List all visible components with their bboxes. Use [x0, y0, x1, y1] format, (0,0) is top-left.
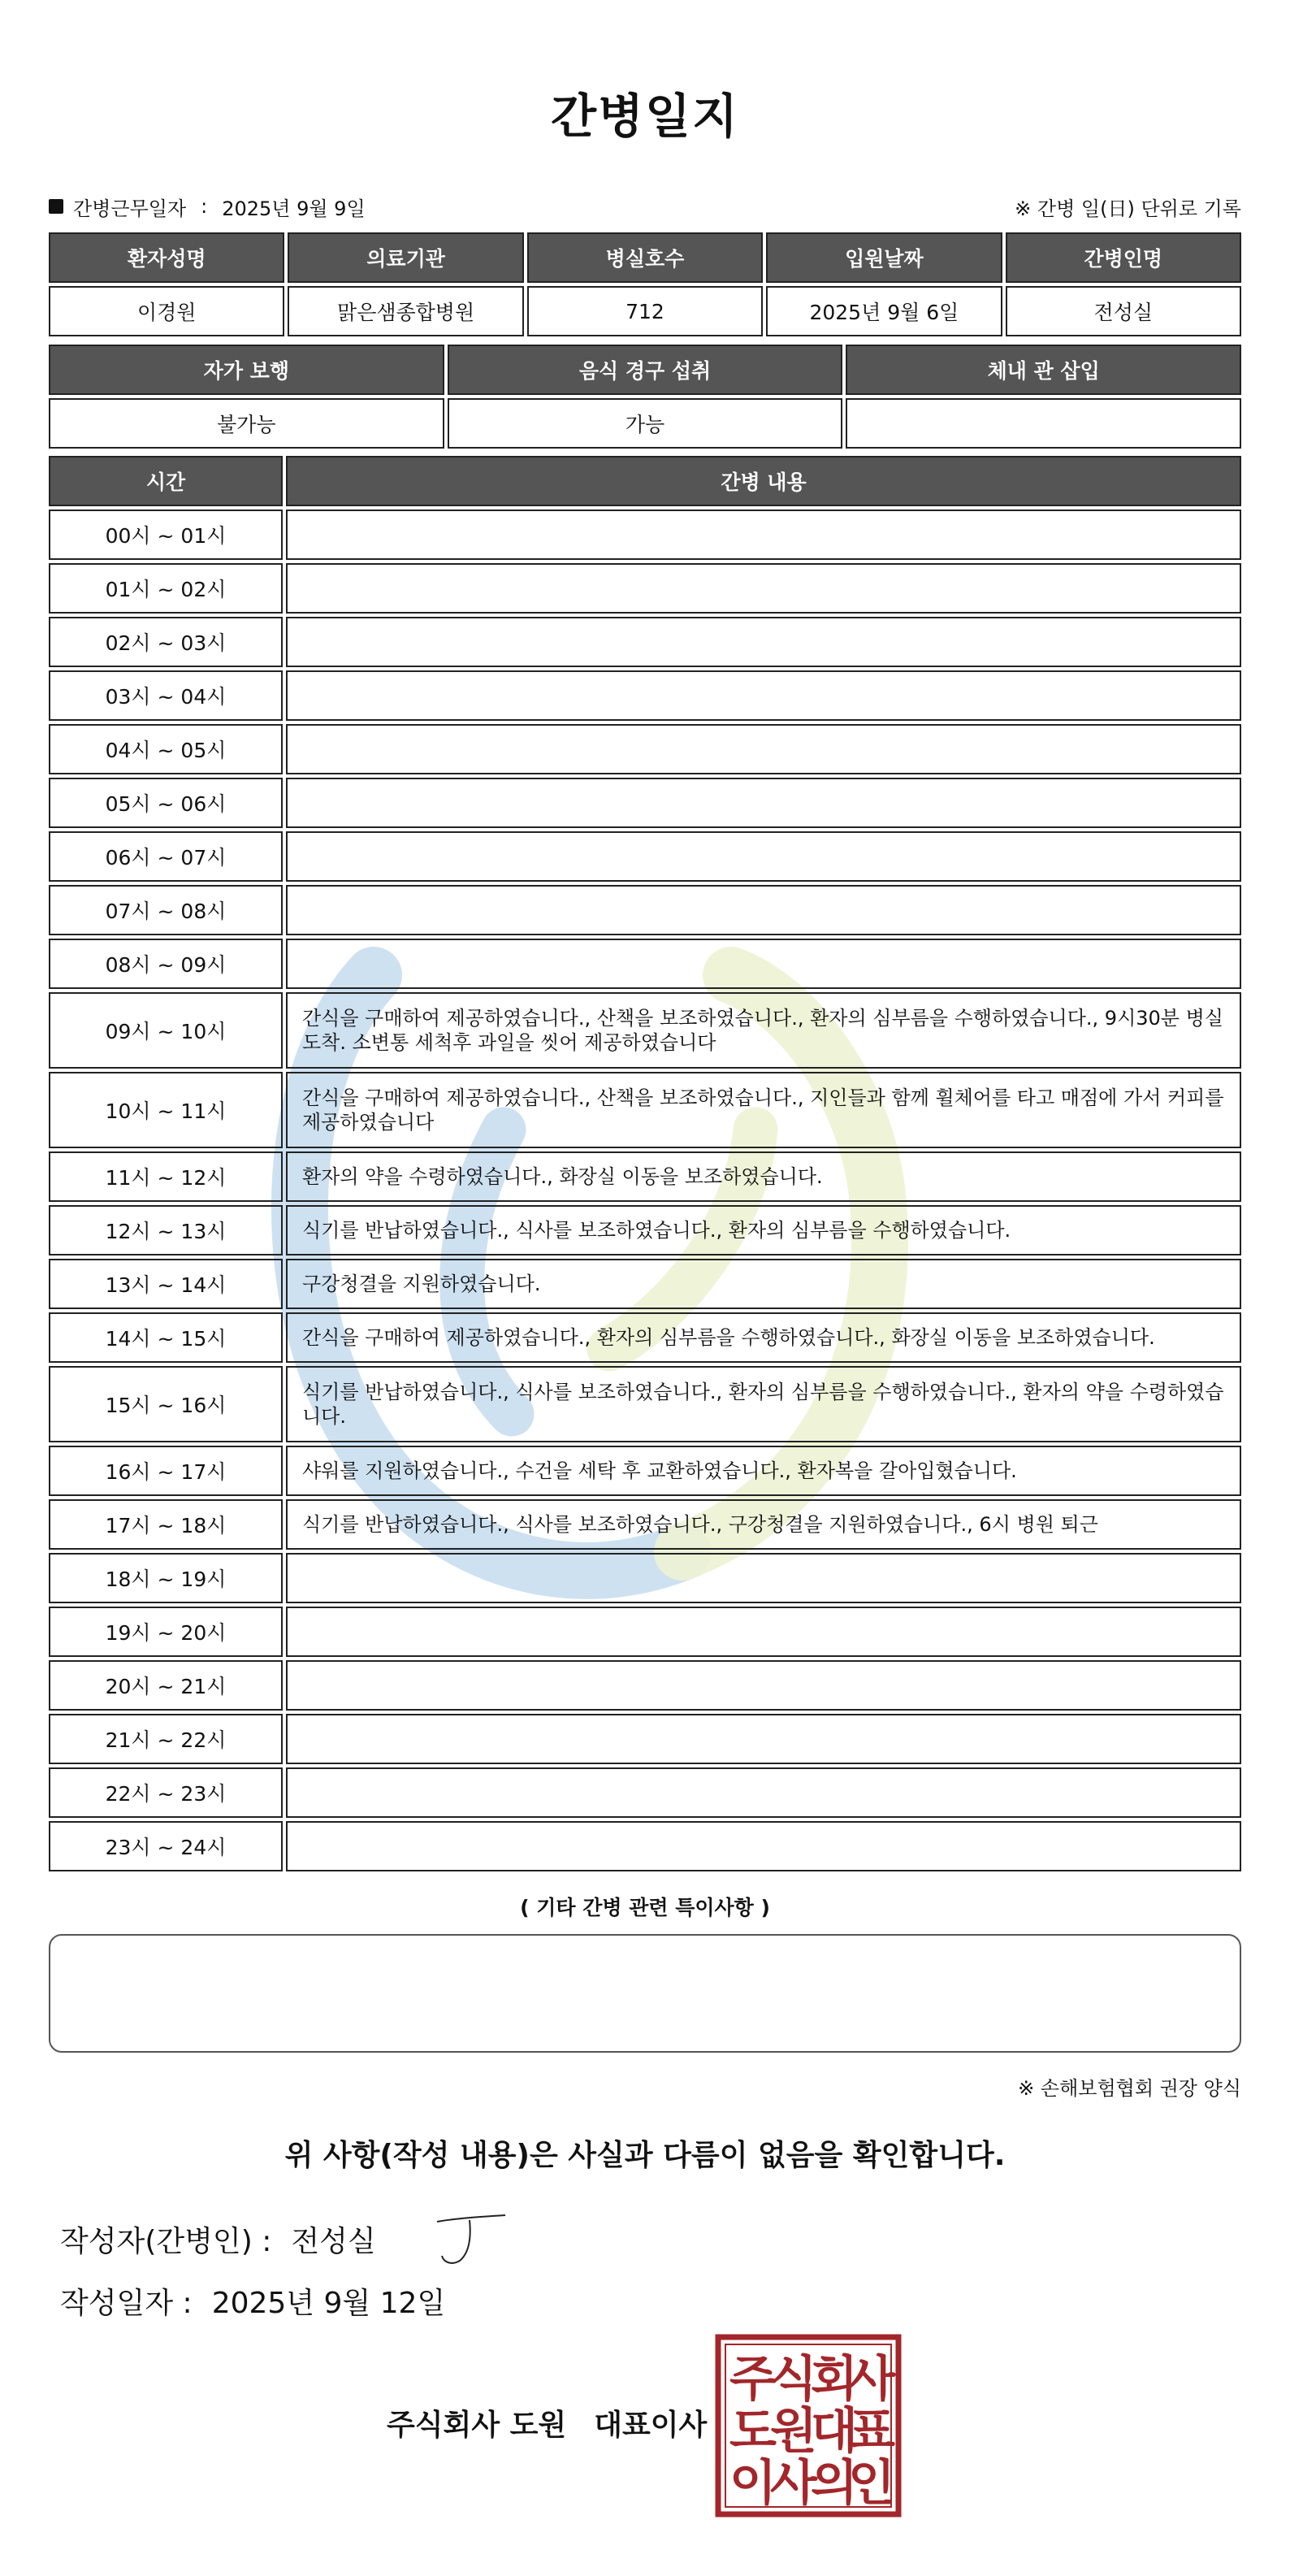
care-log-row [49, 563, 1241, 614]
care-log-row [49, 1446, 1241, 1496]
care-log-time: 00시 ~ 01시 [49, 510, 283, 560]
care-log-content [286, 939, 1241, 989]
care-log-row [49, 670, 1241, 721]
care-log-time: 16시 ~ 17시 [49, 1446, 283, 1496]
company-seal-stamp [715, 2334, 902, 2517]
care-log-row [49, 885, 1241, 935]
care-log-row [49, 1205, 1241, 1255]
care-log-body [49, 510, 1241, 1871]
care-log-content [286, 1607, 1241, 1657]
work-date-value: 2025년 9월 9일 [222, 197, 366, 220]
work-date-label: 간병근무일자 [73, 197, 187, 220]
tube-insertion-value [846, 398, 1241, 449]
svg-text:대: 대 [811, 2403, 858, 2460]
care-log-time: 10시 ~ 11시 [49, 1072, 283, 1148]
care-log-content: 구강청결을 지원하였습니다. [286, 1259, 1241, 1309]
written-date-row [60, 2280, 445, 2322]
care-log-row [49, 1499, 1241, 1550]
care-log-content: 식기를 반납하였습니다., 식사를 보조하였습니다., 환자의 심부름을 수행하였습니다. [286, 1205, 1241, 1255]
svg-text:의: 의 [811, 2455, 858, 2512]
oral-intake-value: 가능 [448, 398, 843, 449]
care-log-time: 14시 ~ 15시 [49, 1312, 283, 1363]
confirmation-statement: 위 사항(작성 내용)은 사실과 다름이 없음을 확인합니다. [284, 2139, 1006, 2172]
room-number: 712 [527, 286, 763, 336]
care-log-row [49, 831, 1241, 882]
hospital-name: 맑은샘종합병원 [288, 286, 523, 336]
care-log-content: 샤워를 지원하였습니다., 수건을 세탁 후 교환하였습니다., 환자복을 갈아입혔습니다. [286, 1446, 1241, 1496]
svg-text:인: 인 [848, 2455, 895, 2512]
care-log-content: 식기를 반납하였습니다., 식사를 보조하였습니다., 구강청결을 지원하였습니다., 6시 병원 퇴근 [286, 1499, 1241, 1550]
care-log-time: 22시 ~ 23시 [49, 1767, 283, 1818]
care-log-time: 04시 ~ 05시 [49, 724, 283, 774]
svg-text:식: 식 [770, 2351, 817, 2408]
square-bullet-icon [49, 199, 63, 214]
patient-info-table [45, 229, 1245, 340]
svg-text:사: 사 [770, 2455, 817, 2512]
care-log-header-row [49, 456, 1241, 506]
care-log-row [49, 778, 1241, 828]
care-log-row [49, 1714, 1241, 1764]
care-log-time: 13시 ~ 14시 [49, 1259, 283, 1309]
work-date-separator: : [201, 195, 208, 218]
care-log-time: 06시 ~ 07시 [49, 831, 283, 882]
written-date-label: 작성일자 : [60, 2287, 193, 2320]
care-log-content [286, 670, 1241, 721]
care-log-row [49, 1072, 1241, 1148]
care-log-content [286, 563, 1241, 614]
header-patient-name: 환자성명 [49, 232, 284, 283]
care-log-time: 23시 ~ 24시 [49, 1821, 283, 1871]
written-date-value: 2025년 9월 12일 [211, 2287, 446, 2320]
care-log-time: 11시 ~ 12시 [49, 1151, 283, 1202]
header-room-number: 병실호수 [527, 232, 763, 283]
care-log-content [286, 778, 1241, 828]
svg-text:표: 표 [848, 2403, 895, 2460]
care-log-content [286, 1821, 1241, 1871]
svg-text:원: 원 [770, 2403, 817, 2460]
care-log-time: 03시 ~ 04시 [49, 670, 283, 721]
patient-info-header-row [49, 232, 1241, 283]
work-date [49, 193, 366, 221]
care-log-content [286, 617, 1241, 667]
care-log-content [286, 1714, 1241, 1764]
care-log-time: 09시 ~ 10시 [49, 992, 283, 1069]
care-log-time: 15시 ~ 16시 [49, 1366, 283, 1442]
care-log-content [286, 510, 1241, 560]
patient-status-value-row [49, 398, 1241, 449]
care-log-time: 07시 ~ 08시 [49, 885, 283, 935]
care-log-row [49, 1312, 1241, 1363]
svg-text:도: 도 [729, 2403, 777, 2460]
writer-row [60, 2218, 376, 2260]
care-log-row [49, 1553, 1241, 1603]
care-log-time: 21시 ~ 22시 [49, 1714, 283, 1764]
header-time: 시간 [49, 456, 283, 506]
header-hospital: 의료기관 [288, 232, 523, 283]
daily-record-note: ※ 간병 일(日) 단위로 기록 [1015, 197, 1241, 220]
care-log-time: 02시 ~ 03시 [49, 617, 283, 667]
svg-text:이: 이 [729, 2455, 777, 2512]
care-log-content [286, 1660, 1241, 1711]
care-log-row [49, 1821, 1241, 1871]
care-log-time: 08시 ~ 09시 [49, 939, 283, 989]
care-log-content [286, 885, 1241, 935]
care-log-row [49, 1259, 1241, 1309]
svg-text:회: 회 [811, 2351, 858, 2408]
header-tube-insertion: 체내 관 삽입 [846, 345, 1241, 395]
special-notes-box [49, 1934, 1241, 2053]
care-log-content: 간식을 구매하여 제공하였습니다., 산책을 보조하였습니다., 환자의 심부름을 수행하였습니다., 9시30분 병실 도착. 소변통 세척후 과일을 씻어 제공하였습니다 [286, 992, 1241, 1069]
self-walking-value: 불가능 [49, 398, 444, 449]
header-care-content: 간병 내용 [286, 456, 1241, 506]
care-log-time: 17시 ~ 18시 [49, 1499, 283, 1550]
care-log-row [49, 1660, 1241, 1711]
care-log-row [49, 1151, 1241, 1202]
meta-row [49, 192, 1241, 221]
care-log-row [49, 1366, 1241, 1442]
company-title: 대표이사 [594, 2409, 708, 2442]
care-log-row [49, 939, 1241, 989]
care-log-row [49, 992, 1241, 1069]
svg-text:사: 사 [848, 2351, 895, 2408]
care-log-content: 간식을 구매하여 제공하였습니다., 환자의 심부름을 수행하였습니다., 화장실 이동을 보조하였습니다. [286, 1312, 1241, 1363]
writer-name: 전성실 [291, 2225, 376, 2258]
care-log-time: 05시 ~ 06시 [49, 778, 283, 828]
notes-title: ( 기타 간병 관련 특이사항 ) [520, 1896, 770, 1919]
header-oral-intake: 음식 경구 섭취 [448, 345, 843, 395]
care-log-content: 환자의 약을 수령하였습니다., 화장실 이동을 보조하였습니다. [286, 1151, 1241, 1202]
patient-info-value-row [49, 286, 1241, 336]
admission-date: 2025년 9월 6일 [766, 286, 1002, 336]
header-caregiver-name: 간병인명 [1006, 232, 1241, 283]
patient-status-header-row [49, 345, 1241, 395]
care-log-time: 20시 ~ 21시 [49, 1660, 283, 1711]
care-log-time: 01시 ~ 02시 [49, 563, 283, 614]
care-log-time: 18시 ~ 19시 [49, 1553, 283, 1603]
care-log-row [49, 510, 1241, 560]
company-name: 주식회사 도원 [387, 2409, 567, 2442]
care-log-row [49, 724, 1241, 774]
care-log-content [286, 724, 1241, 774]
care-log-row [49, 1607, 1241, 1657]
care-log-content: 간식을 구매하여 제공하였습니다., 산책을 보조하였습니다., 지인들과 함께 휠체어를 타고 매점에 가서 커피를 제공하였습니다 [286, 1072, 1241, 1148]
care-log-content [286, 1767, 1241, 1818]
patient-name: 이경원 [49, 286, 284, 336]
svg-text:주: 주 [729, 2351, 777, 2408]
care-log-row [49, 1767, 1241, 1818]
care-log-content [286, 1553, 1241, 1603]
caregiver-name: 전성실 [1006, 286, 1241, 336]
care-log-content: 식기를 반납하였습니다., 식사를 보조하였습니다., 환자의 심부름을 수행하였습니다., 환자의 약을 수령하였습니다. [286, 1366, 1241, 1442]
care-log-time: 12시 ~ 13시 [49, 1205, 283, 1255]
header-admission-date: 입원날짜 [766, 232, 1002, 283]
handwritten-signature [431, 2212, 512, 2269]
patient-status-table [45, 341, 1245, 452]
recommended-form-note: ※ 손해보험협회 권장 양식 [1018, 2077, 1241, 2100]
header-self-walking: 자가 보행 [49, 345, 444, 395]
care-log-time: 19시 ~ 20시 [49, 1607, 283, 1657]
care-log-row [49, 617, 1241, 667]
company-signature [387, 2402, 707, 2444]
page-title: 간병일지 [550, 89, 740, 144]
care-log-table [45, 453, 1245, 1875]
writer-label: 작성자(간병인) : [60, 2225, 272, 2258]
care-log-content [286, 831, 1241, 882]
